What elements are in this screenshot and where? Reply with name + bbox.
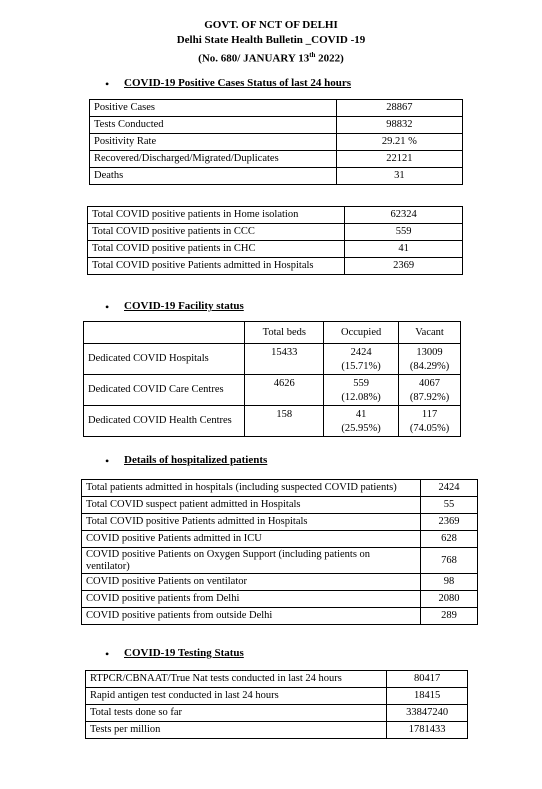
row-value: 2369 [421, 514, 478, 531]
facility-occupied [324, 406, 399, 437]
bullet-icon: • [105, 647, 110, 661]
cases-row [90, 151, 463, 168]
facility-occupied [324, 375, 399, 406]
header-govt: GOVT. OF NCT OF DELHI [204, 19, 338, 31]
testing-row [86, 705, 468, 722]
facility-header-cell: Occupied [324, 322, 399, 344]
row-value: 18415 [387, 688, 468, 705]
vacant-count: 4067 [419, 378, 441, 389]
section-title-positive-status: COVID-19 Positive Cases Status of last 24 hours [124, 77, 352, 89]
cases-row [90, 117, 463, 134]
row-value: 28867 [336, 100, 462, 117]
facility-total-beds: 15433 [245, 344, 324, 375]
testing-row [86, 688, 468, 705]
section-title-hospitalized: Details of hospitalized patients [124, 454, 268, 466]
hospitalized-row [82, 480, 478, 497]
section-title-facility: COVID-19 Facility status [124, 300, 244, 312]
hospitalized-row [82, 531, 478, 548]
testing-table [85, 670, 468, 739]
row-label: COVID positive Patients on ventilator [82, 574, 421, 591]
row-label: Total tests done so far [86, 705, 387, 722]
row-label: COVID positive patients from outside Delhi [82, 608, 421, 625]
row-label: Rapid antigen test conducted in last 24 hours [86, 688, 387, 705]
bulletin-header [0, 18, 542, 67]
hospitalized-table [81, 479, 478, 625]
row-label: COVID positive Patients admitted in ICU [82, 531, 421, 548]
isolation-table [87, 206, 463, 275]
isolation-row [88, 224, 463, 241]
testing-row [86, 671, 468, 688]
row-value: 2369 [345, 258, 463, 275]
row-value: 80417 [387, 671, 468, 688]
row-value: 62324 [345, 207, 463, 224]
row-value: 98832 [336, 117, 462, 134]
occupied-percent: (15.71%) [341, 361, 381, 372]
row-label: Total COVID positive Patients admitted in Hospitals [82, 514, 421, 531]
cases-table [89, 99, 463, 185]
facility-vacant [399, 406, 461, 437]
facility-total-beds: 158 [245, 406, 324, 437]
isolation-row [88, 258, 463, 275]
facility-row [84, 344, 461, 375]
row-value: 55 [421, 497, 478, 514]
testing-row [86, 722, 468, 739]
occupied-percent: (25.95%) [341, 423, 381, 434]
facility-vacant [399, 344, 461, 375]
row-label: RTPCR/CBNAAT/True Nat tests conducted in last 24 hours [86, 671, 387, 688]
hospitalized-row [82, 591, 478, 608]
row-label: Total COVID suspect patient admitted in Hospitals [82, 497, 421, 514]
row-label: Tests per million [86, 722, 387, 739]
facility-header-cell: Vacant [399, 322, 461, 344]
bullet-icon: • [105, 300, 110, 314]
vacant-percent: (84.29%) [409, 361, 450, 372]
section-title-testing: COVID-19 Testing Status [124, 647, 244, 659]
facility-total-beds: 4626 [245, 375, 324, 406]
row-value: 98 [421, 574, 478, 591]
hospitalized-row [82, 608, 478, 625]
occupied-count: 41 [355, 409, 367, 420]
bullet-icon: • [105, 454, 110, 468]
facility-header-row [84, 322, 461, 344]
facility-label: Dedicated COVID Health Centres [84, 406, 245, 437]
row-label: Positive Cases [90, 100, 337, 117]
hospitalized-row [82, 548, 478, 574]
header-number: (No. 680/ JANUARY 13th 2022) [198, 51, 344, 65]
row-label: Recovered/Discharged/Migrated/Duplicates [90, 151, 337, 168]
vacant-count: 13009 [416, 347, 443, 358]
occupied-count: 2424 [350, 347, 372, 358]
isolation-row [88, 207, 463, 224]
row-label: Total COVID positive patients in Home isolation [88, 207, 345, 224]
row-value: 1781433 [387, 722, 468, 739]
hospitalized-row [82, 574, 478, 591]
row-value: 2424 [421, 480, 478, 497]
row-value: 41 [345, 241, 463, 258]
row-value: 559 [345, 224, 463, 241]
row-value: 628 [421, 531, 478, 548]
row-value: 2080 [421, 591, 478, 608]
row-label: Total COVID positive patients in CHC [88, 241, 345, 258]
facility-table [83, 321, 461, 437]
bullet-icon: • [105, 77, 110, 91]
facility-label: Dedicated COVID Hospitals [84, 344, 245, 375]
occupied-count: 559 [353, 378, 369, 389]
row-label: COVID positive patients from Delhi [82, 591, 421, 608]
facility-label: Dedicated COVID Care Centres [84, 375, 245, 406]
hospitalized-row [82, 514, 478, 531]
row-value: 33847240 [387, 705, 468, 722]
facility-vacant [399, 375, 461, 406]
cases-row [90, 100, 463, 117]
row-value: 22121 [336, 151, 462, 168]
facility-row [84, 406, 461, 437]
hospitalized-row [82, 497, 478, 514]
row-label: COVID positive Patients on Oxygen Support (including patients on ventilator) [82, 548, 421, 574]
vacant-percent: (87.92%) [409, 392, 450, 403]
row-value: 768 [421, 548, 478, 574]
row-label: Total COVID positive Patients admitted in Hospitals [88, 258, 345, 275]
cases-row [90, 134, 463, 151]
row-label: Total COVID positive patients in CCC [88, 224, 345, 241]
facility-occupied [324, 344, 399, 375]
row-label: Positivity Rate [90, 134, 337, 151]
isolation-row [88, 241, 463, 258]
row-label: Tests Conducted [90, 117, 337, 134]
vacant-percent: (74.05%) [409, 423, 450, 434]
row-label: Total patients admitted in hospitals (including suspected COVID patients) [82, 480, 421, 497]
facility-header-cell [84, 322, 245, 344]
row-value: 289 [421, 608, 478, 625]
occupied-percent: (12.08%) [341, 392, 381, 403]
facility-row [84, 375, 461, 406]
row-value: 29.21 % [336, 134, 462, 151]
row-label: Deaths [90, 168, 337, 185]
vacant-count: 117 [421, 409, 438, 420]
facility-header-cell: Total beds [245, 322, 324, 344]
header-bulletin: Delhi State Health Bulletin _COVID -19 [176, 34, 366, 46]
row-value: 31 [336, 168, 462, 185]
cases-row [90, 168, 463, 185]
